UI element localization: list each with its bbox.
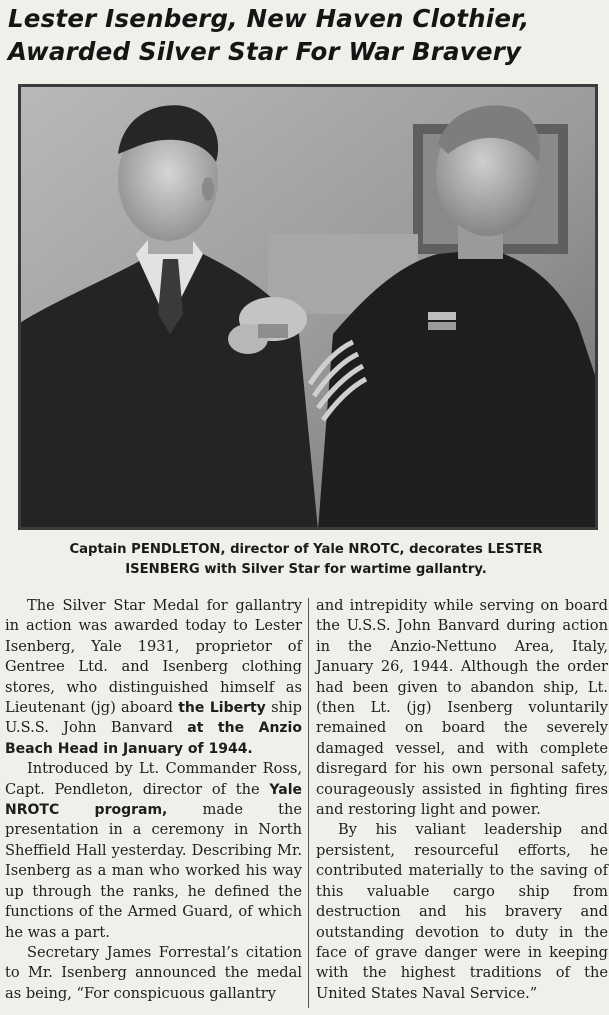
paragraph-2 bbox=[5, 759, 302, 943]
paragraph-1-bold-b: at the Anzio Beach Head in January of 1944. bbox=[5, 720, 302, 757]
paragraph-5: By his valiant leadership and persistent, resourceful efforts, he contributed materially to the saving of this valuable cargo ship from destruction and his bravery and outstanding devotion to duty in the face of grave danger were in keeping with the highest traditions of the United States Naval Service.” bbox=[316, 821, 608, 1002]
article-headline bbox=[8, 2, 606, 68]
paragraph-2-text-b: made the presentation in a ceremony in North Sheffield Hall yesterday. Describing Mr. Isenberg as a man who worked his way up through the ranks, he defined the functions of the Armed Guard, of which he was a part. bbox=[5, 801, 303, 941]
caption-line-2: ISENBERG with Silver Star for wartime gallantry. bbox=[125, 562, 487, 577]
photo-caption bbox=[8, 540, 604, 580]
paragraph-1 bbox=[5, 596, 302, 759]
paragraph-2-text-a: Introduced by Lt. Commander Ross, Capt. Pendleton, director of the bbox=[5, 760, 302, 798]
paragraph-4: and intrepidity while serving on board the U.S.S. John Banvard during action in the Anzio-Nettuno Area, Italy, January 26, 1944. Although the order had been given to abandon ship, Lt. (then Lt. (jg) Isenberg voluntarily remained on board the severely damaged vessel, and with complete disregard for his own personal safety, courageously assisted in fighting fires and restoring light and power. bbox=[316, 597, 608, 819]
article-column-right bbox=[316, 596, 608, 1004]
headline-line-1: Lester Isenberg, New Haven Clothier, bbox=[8, 4, 530, 33]
article-column-left bbox=[5, 596, 302, 1004]
paragraph-3: Secretary James Forrestal’s citation to Mr. Isenberg announced the medal as being, “For conspicuous gallantry bbox=[5, 943, 302, 1002]
paragraph-1-bold-a: the Liberty bbox=[178, 700, 266, 717]
paragraph-2-bold: Yale NROTC program, bbox=[5, 781, 302, 819]
column-divider bbox=[308, 598, 309, 1008]
headline-line-2: Awarded Silver Star For War Bravery bbox=[8, 37, 522, 66]
caption-line-1: Captain PENDLETON, director of Yale NROTC, decorates LESTER bbox=[69, 542, 543, 557]
photo-illustration bbox=[18, 84, 598, 530]
paragraph-1-text-b: ship U.S.S. John Banvard bbox=[5, 699, 302, 737]
news-photo bbox=[18, 84, 598, 530]
paragraph-1-text-a: The Silver Star Medal for gallantry in action was awarded today to Lester Isenberg, Yale 1931, proprietor of Gentree Ltd. and Isenberg clothing stores, who distinguished himself as Lieutenant (jg) aboard bbox=[5, 597, 302, 717]
